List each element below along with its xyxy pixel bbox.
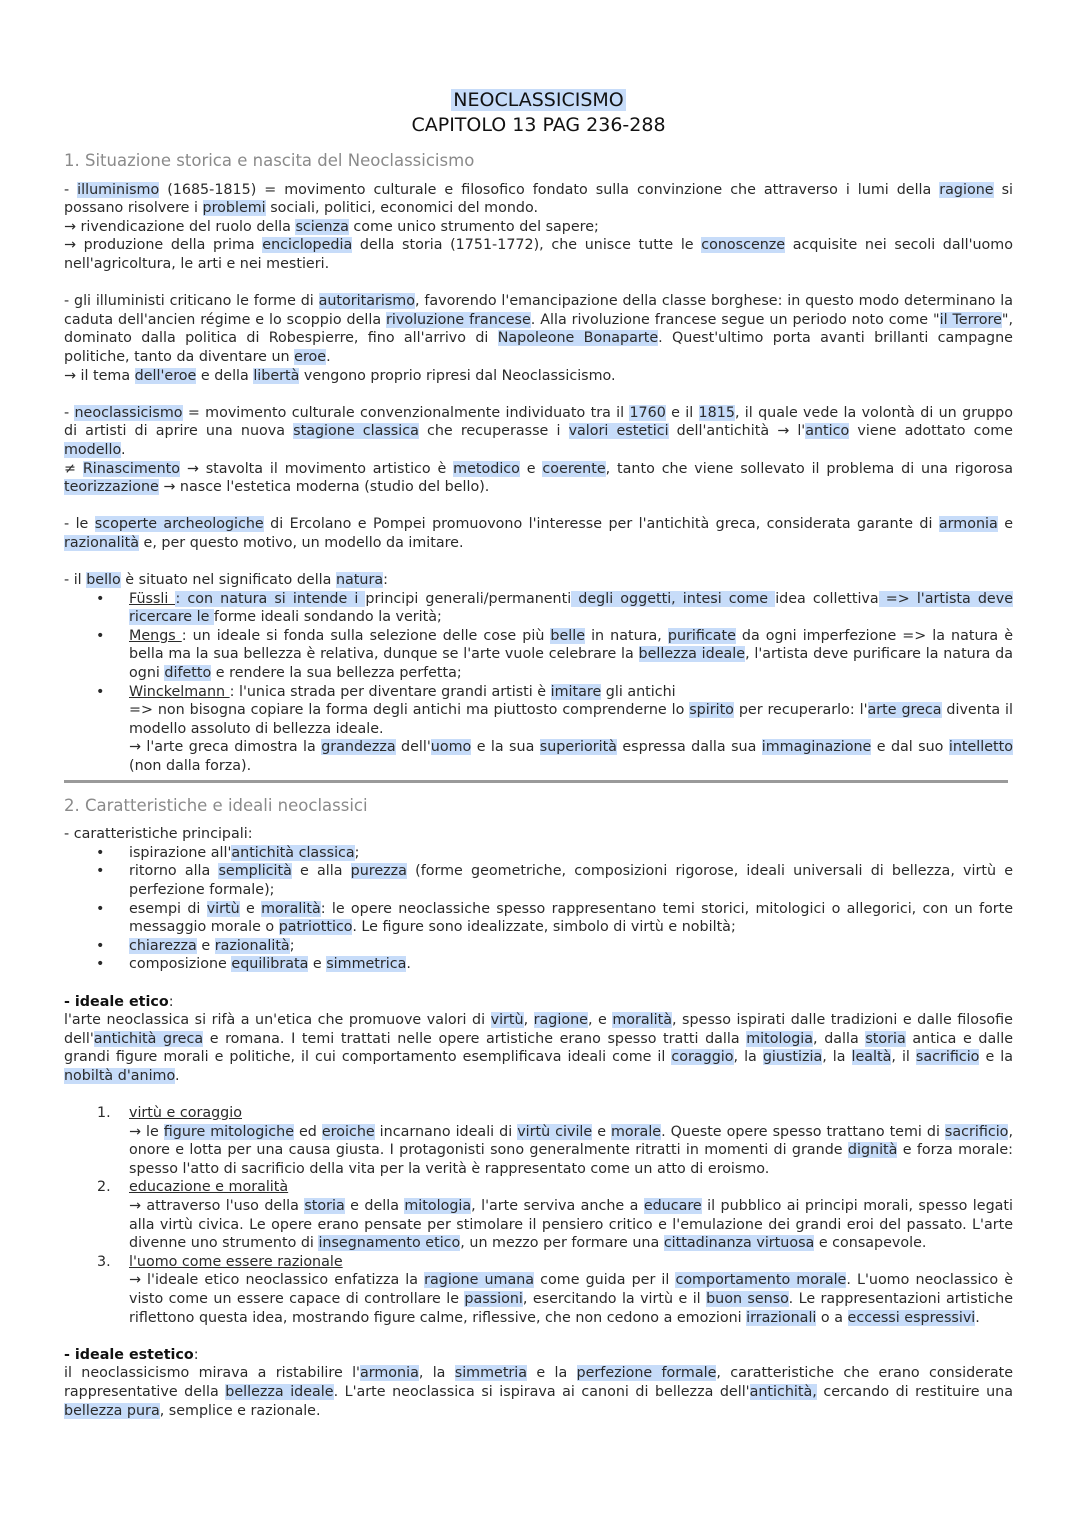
paragraph: - le scoperte archeologiche di Ercolano e Pompei promuovono l'interesse per l'antichità greca, considerata garante di armonia e razionalità e, per questo motivo, un modello da imitare.	[64, 516, 1013, 551]
paragraph: il neoclassicismo mirava a ristabilire l'armonia, la simmetria e la perfezione formale, caratteristiche che erano considerate rappresentative della bellezza ideale. L'arte neoclassica si ispirava ai canoni di bellezza dell'antichità, cercando di restituire una bellezza pura, semplice e razionale.	[64, 1365, 1013, 1419]
paragraph: → il tema dell'eroe e della libertà vengono proprio ripresi dal Neoclassicismo.	[64, 367, 616, 384]
paragraph: → produzione della prima enciclopedia della storia (1751-1772), che unisce tutte le conoscenze acquisite nei secoli dall'uomo nell'agricoltura, le arti e nei mestieri.	[64, 237, 1013, 272]
list-item: 1. virtù e coraggio → le figure mitologiche ed eroiche incarnano ideali di virtù civile e morale. Queste opere spesso trattano temi di sacrificio, onore e lotta per una causa giusta. I protagonisti sono generalmente ritratti in momenti di grande dignità e forza morale: spesso l'atto di sacrificio della vita per la verità è rappresentato come un atto di eroismo.	[97, 1105, 1013, 1177]
etico-list	[64, 1104, 1013, 1327]
paragraph: → rivendicazione del ruolo della scienza come unico strumento del sapere;	[64, 218, 599, 235]
document-title	[64, 88, 1013, 138]
paragraph: - neoclassicismo = movimento culturale convenzionalmente individuato tra il 1760 e il 1815, il quale vede la volontà di un gruppo di artisti di aprire una nuova stagione classica che recuperasse i valori estetici dell'antichità → l'antico viene adottato come modello.	[64, 404, 1013, 458]
section-2-heading: 2. Caratteristiche e ideali neoclassici	[64, 795, 368, 815]
list-item: 3. l'uomo come essere razionale → l'ideale etico neoclassico enfatizza la ragione umana come guida per il comportamento morale. L'uomo neoclassico è visto come un essere capace di controllare le passioni, esercitando la virtù e il buon senso. Le rappresentazioni artistiche riflettono questa idea, mostrando figure calme, riflessive, che non cedono a emozioni irrazionali o a eccessi espressivi.	[97, 1253, 1013, 1326]
title-line-1: NEOCLASSICISMO	[453, 89, 624, 111]
paragraph: - caratteristiche principali:	[64, 826, 253, 843]
bello-list	[64, 590, 1013, 776]
ideale-estetico-label: - ideale estetico:	[64, 1346, 199, 1363]
list-item: • ispirazione all'antichità classica;	[129, 844, 1013, 863]
paragraph: ≠ Rinascimento → stavolta il movimento artistico è metodico e coerente, tanto che viene sollevato il problema di una rigorosa teorizzazione → nasce l'estetica moderna (studio del bello).	[64, 460, 1013, 496]
list-item: • Füssli : con natura si intende i principi generali/permanenti degli oggetti, intesi come idea collettiva => l'artista deve ricercare le forme ideali sondando la verità;	[129, 590, 1013, 627]
list-item: • chiarezza e razionalità;	[129, 937, 1013, 956]
paragraph: - il bello è situato nel significato della natura:	[64, 572, 388, 589]
list-item: 2. educazione e moralità → attraverso l'uso della storia e della mitologia, l'arte serviva anche a educare il pubblico ai principi morali, spesso legati alla virtù civica. Le opere erano pensate per stimolare il pensiero critico e l'emulazione dei grandi eroi del passato. L'arte divenne uno strumento di insegnamento etico, un mezzo per formare una cittadinanza virtuosa e consapevole.	[97, 1179, 1013, 1252]
list-item: • esempi di virtù e moralità: le opere neoclassiche spesso rappresentano temi storici, mitologici o allegorici, con un forte messaggio morale o patriottico. Le figure sono idealizzate, simbolo di virtù e nobiltà;	[129, 900, 1013, 937]
section-divider	[64, 780, 1008, 783]
characteristics-list	[64, 844, 1013, 974]
paragraph: l'arte neoclassica si rifà a un'etica che promuove valori di virtù, ragione, e moralità, spesso ispirati dalle tradizioni e dalle filosofie dell'antichità greca e romana. I temi trattati nelle opere artistiche erano spesso tratti dalla mitologia, dalla storia antica e dalle grandi figure morali e politiche, il cui comportamento esemplificava ideali come il coraggio, la giustizia, la lealtà, il sacrificio e la nobiltà d'animo.	[64, 1012, 1013, 1084]
list-item: • ritorno alla semplicità e alla purezza (forme geometriche, composizioni rigorose, ideali universali di bellezza, virtù e perfezione formale);	[129, 862, 1013, 899]
list-item: • Winckelmann : l'unica strada per diventare grandi artisti è imitare gli antichi => non bisogna copiare la forma degli antichi ma piuttosto comprenderne lo spirito per recuperarlo: l'arte greca diventa il modello assoluto di bellezza ideale. → l'arte greca dimostra la grandezza dell'uomo e la sua superiorità espressa dalla sua immaginazione e dal suo intelletto (non dalla forza).	[129, 683, 1013, 776]
document-page	[64, 88, 1013, 1420]
paragraph: - gli illuministi criticano le forme di autoritarismo, favorendo l'emancipazione della classe borghese: in questo modo determinano la caduta dell'ancien régime e lo scoppio della rivoluzione francese. Alla rivoluzione francese segue un periodo noto come "il Terrore", dominato dalla politica di Robespierre, fino all'arrivo di Napoleone Bonaparte. Quest'ultimo porta avanti brillanti campagne politiche, tanto da diventare un eroe.	[64, 293, 1013, 365]
list-item: • composizione equilibrata e simmetrica.	[129, 955, 1013, 974]
paragraph: - illuminismo (1685-1815) = movimento culturale e filosofico fondato sulla convinzione che attraverso i lumi della ragione si possano risolvere i problemi sociali, politici, economici del mondo.	[64, 181, 1013, 217]
title-line-2: CAPITOLO 13 PAG 236-288	[411, 114, 666, 136]
list-item: • Mengs : un ideale si fonda sulla selezione delle cose più belle in natura, purificate da ogni imperfezione => la natura è bella ma la sua bellezza è relativa, dunque se l'arte vuole celebrare la bellezza ideale, l'artista deve purificare la natura da ogni difetto e rendere la sua bellezza perfetta;	[129, 627, 1013, 683]
ideale-etico-label: - ideale etico:	[64, 993, 174, 1010]
section-1-heading: 1. Situazione storica e nascita del Neoclassicismo	[64, 151, 475, 170]
